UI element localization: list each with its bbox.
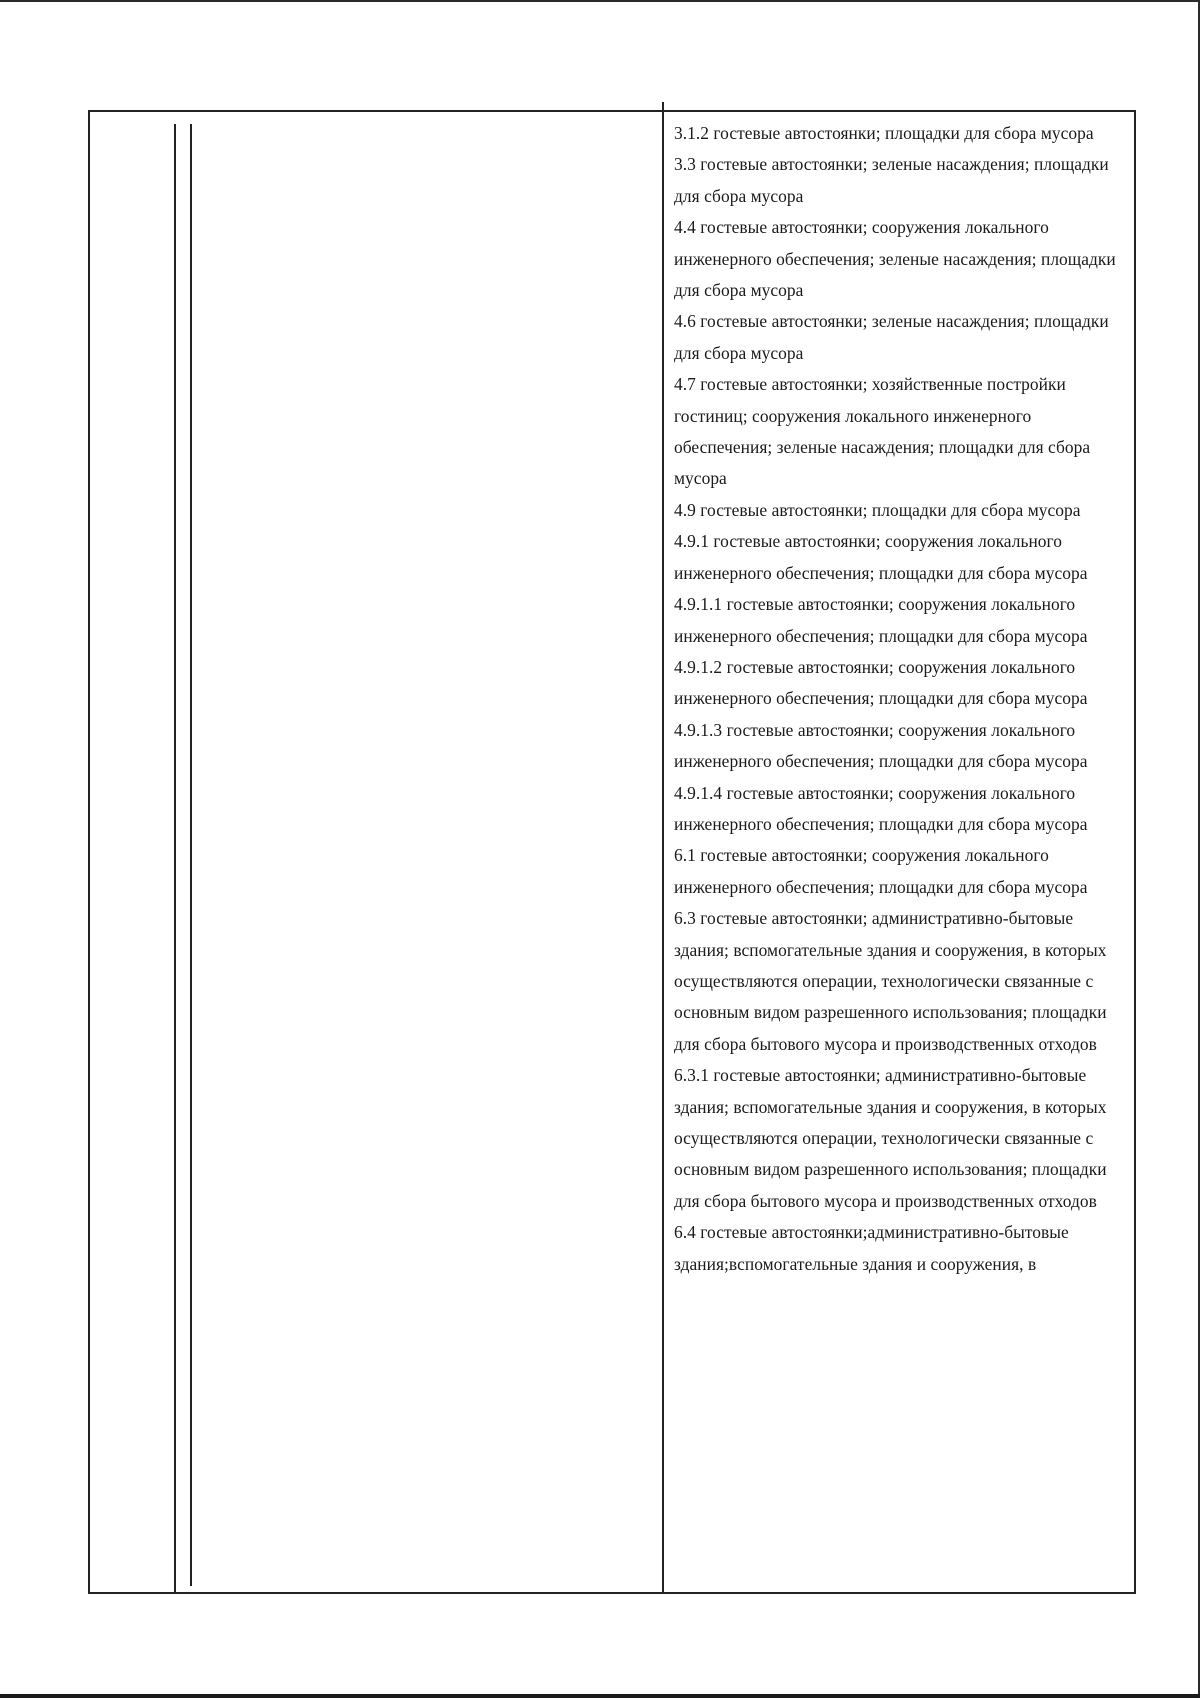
list-item: 4.9.1.1 гостевые автостоянки; сооружения локального инженерного обеспечения; площадки для сбора мусора <box>674 594 1088 646</box>
list-item: 6.3 гостевые автостоянки; административно-бытовые здания; вспомогательные здания и сооружения, в которых осуществляются операции, технологически связанные с основным видом разрешенного использования; площадки для сбора бытового мусора и производственных отходов <box>674 908 1107 1054</box>
list-item: 6.1 гостевые автостоянки; сооружения локального инженерного обеспечения; площадки для сбора мусора <box>674 845 1088 897</box>
list-item: 4.7 гостевые автостоянки; хозяйственные постройки гостиниц; сооружения локального инженерного обеспечения; зеленые насаждения; площадки для сбора мусора <box>674 374 1091 489</box>
column-divider-1 <box>174 124 176 1592</box>
scan-border-bottom <box>0 1694 1200 1698</box>
list-item: 4.9.1.4 гостевые автостоянки; сооружения локального инженерного обеспечения; площадки для сбора мусора <box>674 782 1088 834</box>
scan-border-top <box>0 0 1200 2</box>
list-item: 3.1.2 гостевые автостоянки; площадки для сбора мусора <box>674 123 1094 143</box>
list-item: 4.9 гостевые автостоянки; площадки для сбора мусора <box>674 499 1081 520</box>
column-divider-2 <box>190 124 192 1586</box>
list-item: 6.3.1 гостевые автостоянки; административно-бытовые здания; вспомогательные здания и сооружения, в которых осуществляются операции, технологически связанные с основным видом разрешенного использования; площадки для сбора бытового мусора и производственных отходов <box>674 1065 1107 1211</box>
list-item: 4.9.1.3 гостевые автостоянки; сооружения локального инженерного обеспечения; площадки для сбора мусора <box>674 719 1088 772</box>
list-item: 6.4 гостевые автостоянки;административно-бытовые здания;вспомогательные здания и сооружения, в <box>674 1222 1069 1274</box>
auxiliary-uses-cell <box>664 112 1134 1280</box>
list-item: 4.9.1.2 гостевые автостоянки; сооружения локального инженерного обеспечения; площадки для сбора мусора <box>674 656 1088 709</box>
list-item: 4.6 гостевые автостоянки; зеленые насаждения; площадки для сбора мусора <box>674 311 1109 363</box>
list-item: 4.4 гостевые автостоянки; сооружения локального инженерного обеспечения; зеленые насаждения; площадки для сбора мусора <box>674 217 1116 301</box>
document-table <box>88 110 1136 1594</box>
list-item: 4.9.1 гостевые автостоянки; сооружения локального инженерного обеспечения; площадки для сбора мусора <box>674 531 1088 583</box>
list-item: 3.3 гостевые автостоянки; зеленые насаждения; площадки для сбора мусора <box>674 154 1109 206</box>
